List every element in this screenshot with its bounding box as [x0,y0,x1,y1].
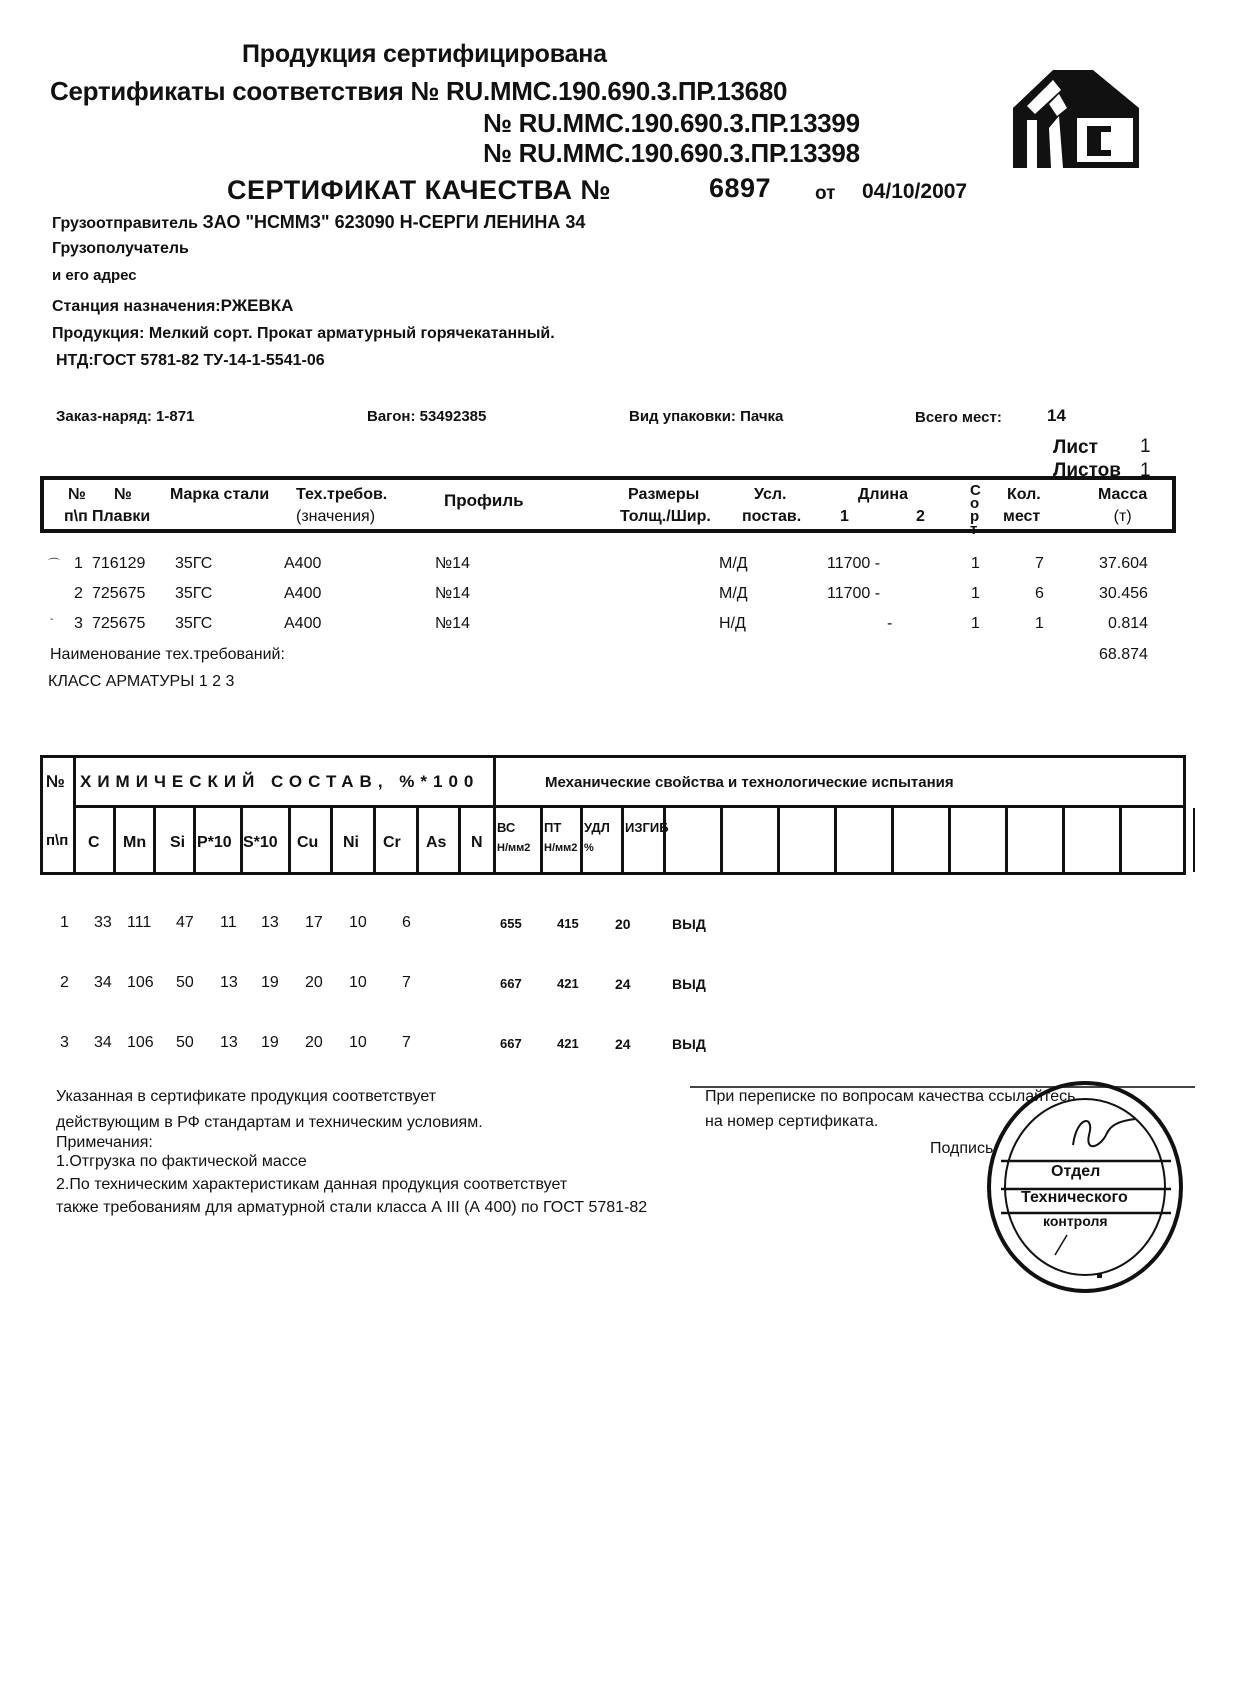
mech-bend: ВЫД [672,976,706,992]
shipper-value: ЗАО "НСММЗ" 623090 Н-СЕРГИ ЛЕНИНА 34 [202,212,586,232]
ntd-label: НТД: [56,352,94,369]
chem-p: 11 [220,914,237,931]
chem-si: 47 [176,914,194,931]
mech-udl: 20 [615,916,631,932]
col-ni: Ni [343,834,359,851]
certificate-date: 04/10/2007 [862,180,968,203]
col-vs-line2: Н/мм2 [497,842,531,854]
col-p: P*10 [197,834,232,851]
th-melt-line1: № [114,486,132,503]
col-divider-outside [1193,808,1195,872]
col-udl-line1: УДЛ [584,820,610,835]
quality-cert-label: СЕРТИФИКАТ КАЧЕСТВА № [227,175,612,205]
th-mass [1098,484,1147,528]
th-tech [296,484,387,528]
th-melt [92,484,150,528]
chem-cu: 20 [305,974,323,991]
th-tech-line2: (значения) [296,508,376,525]
col-si: Si [170,834,186,851]
th-grade-o: о [970,495,980,512]
col-divider [891,805,894,875]
cell-num: 1 [74,555,83,572]
col-cr: Cr [383,834,401,851]
stamp-line2: Технического [1021,1189,1128,1206]
chem-si: 50 [176,974,194,991]
th-melt-line2: Плавки [92,508,151,525]
cell-length: 11700 - [827,555,881,572]
chem-ni: 10 [349,1034,367,1051]
cell-profile: №14 [435,585,470,602]
cell-grade: 1 [971,615,980,632]
mech-udl: 24 [615,976,631,992]
th-cond-line2: постав. [742,508,802,525]
note-1: 1.Отгрузка по фактической массе [56,1153,307,1170]
correspondence-line2: на номер сертификата. [705,1113,879,1130]
cell-length: 11700 - [827,585,881,602]
cell-tech: А400 [284,615,322,632]
package-label: Вид упаковки: [629,408,736,425]
chem-p: 13 [220,974,238,991]
col-vs-line1: ВС [497,820,516,835]
conformity-number-3: № RU.MMC.190.690.3.ПР.13398 [483,138,860,168]
total-places-label: Всего мест: [915,409,1002,426]
col-vs [497,818,530,858]
chem-num: 1 [60,914,69,931]
cell-grade: 1 [971,585,980,602]
conformity-number-2: № RU.MMC.190.690.3.ПР.13399 [483,108,860,138]
col-divider [1005,805,1008,875]
col-divider [113,805,116,875]
th-size-line2: Толщ./Шир. [620,508,711,525]
th-length-1: 1 [840,508,849,525]
col-s: S*10 [243,834,278,851]
compliance-line2: действующим в РФ стандартам и техническим условиям. [56,1114,483,1131]
cell-num: 2 [74,585,83,602]
th-length-2: 2 [916,508,925,525]
col-divider [1062,805,1065,875]
chem-cr: 6 [402,914,411,931]
certified-title: Продукция сертифицирована [242,40,607,68]
sheet-value: 1 [1140,436,1151,457]
chem-cu: 20 [305,1034,323,1051]
col-divider [540,805,543,875]
th-size [620,484,711,528]
total-places-value: 14 [1047,406,1066,425]
chem-num: 2 [60,974,69,991]
stamp-seal-icon [985,1075,1185,1295]
col-c: C [88,834,100,851]
chem-ni: 10 [349,974,367,991]
col-udl-line2: % [584,842,594,854]
chem-cr: 7 [402,1034,411,1051]
th-cond-line1: Усл. [754,486,787,503]
chem-mn: 106 [127,974,154,991]
cell-cond: М/Д [719,555,748,572]
tech-req-label: Наименование тех.требований: [50,646,285,663]
cell-mass: 30.456 [1099,585,1148,602]
col-divider [73,755,76,875]
col-divider [493,755,496,875]
cell-grade: 1 [971,555,980,572]
col-pt-line1: ПТ [544,820,562,835]
col-bend [625,818,669,838]
col-divider [621,805,624,875]
cell-places: 1 [1035,615,1044,632]
th-size-line1: Размеры [628,486,700,503]
col-udl [584,818,610,858]
conformity-label-text: Сертификаты соответствия [50,76,404,106]
sheet-label: Лист [1053,437,1098,458]
th-profile: Профиль [444,491,524,510]
cell-profile: №14 [435,555,470,572]
col-pt [544,818,577,858]
conformity-label [50,76,787,107]
order-value: 1-871 [156,408,195,425]
stamp-line1: Отдел [1051,1163,1101,1180]
date-prefix: от [815,183,836,204]
col-divider [193,805,196,875]
cell-num: 3 [74,615,83,632]
cell-length: - [887,615,893,632]
mech-title: Механические свойства и технологические испытания [545,774,954,791]
chem-mn: 111 [127,914,152,931]
col-divider [330,805,333,875]
mech-bend: ВЫД [672,916,706,932]
col-divider [458,805,461,875]
col-divider [373,805,376,875]
col-bend-line1: ИЗГИБ [625,820,669,835]
cell-cond: М/Д [719,585,748,602]
th-grade-r: р [970,508,980,525]
station-label: Станция назначения: [52,298,221,315]
order-row [56,408,194,425]
th-tech-line1: Тех.требов. [296,486,388,503]
chem-num-label-bottom: п\п [46,832,69,849]
col-divider [153,805,156,875]
chem-cu: 17 [305,914,323,931]
conformity-number-1: № RU.MMC.190.690.3.ПР.13680 [410,76,788,106]
note-2-line1: 2.По техническим характеристикам данная продукция соответствует [56,1176,568,1193]
mech-vs: 667 [500,976,522,991]
chem-p: 13 [220,1034,238,1051]
chem-mn: 106 [127,1034,154,1051]
notes-label: Примечания: [56,1134,153,1151]
signature-label: Подпись: [930,1140,998,1157]
package-row [629,408,783,425]
cell-steel: 35ГС [175,615,213,632]
product-value: Мелкий сорт. Прокат арматурный горячекатанный. [148,325,555,342]
tech-req-value: КЛАСС АРМАТУРЫ 1 2 3 [48,673,235,690]
col-divider [948,805,951,875]
cell-mass: 0.814 [1108,615,1149,632]
col-divider [777,805,780,875]
consignee-label: Грузополучатель [52,240,189,257]
sheets-value: 1 [1140,460,1151,481]
th-mass-line1: Масса [1098,486,1148,503]
col-pt-line2: Н/мм2 [544,842,578,854]
cell-melt: 725675 [92,615,146,632]
chem-s: 19 [261,974,279,991]
th-steel: Марка стали [170,486,270,503]
col-as: As [426,834,447,851]
col-mn: Mn [123,834,147,851]
th-length: Длина [858,486,908,503]
th-num [64,484,88,528]
mech-pt: 421 [557,976,579,991]
correspondence-line1: При переписке по вопросам качества ссылайтесь [705,1088,1076,1105]
col-divider [416,805,419,875]
quality-control-stamp [985,1075,1185,1295]
compliance-line1: Указанная в сертификате продукция соответствует [56,1088,437,1105]
th-cond [742,484,801,528]
col-divider [663,805,666,875]
wagon-label: Вагон: [367,408,416,425]
chem-ni: 10 [349,914,367,931]
mech-udl: 24 [615,1036,631,1052]
cell-places: 7 [1035,555,1044,572]
note-2-line2: также требованиям для арматурной стали класса А III (А 400) по ГОСТ 5781-82 [56,1199,648,1216]
mech-pt: 415 [557,916,579,931]
shipper-label: Грузоотправитель [52,215,198,232]
th-grade-c: С [970,482,981,499]
stamp-line3: контроля [1043,1213,1108,1229]
product-label: Продукция: [52,325,145,342]
cell-tech: А400 [284,585,322,602]
sheets-label: Листов [1053,460,1121,481]
th-num-line1: № [68,486,86,503]
th-mass-line2: (т) [1113,508,1132,525]
chem-c: 34 [94,1034,112,1051]
chem-bottom-line [40,872,1186,875]
col-divider [580,805,583,875]
total-mass: 68.874 [1099,646,1148,663]
quality-cert-number: 6897 [709,173,772,203]
ntd-value: ГОСТ 5781-82 ТУ-14-1-5541-06 [93,352,325,369]
chem-num-label-top: № [46,772,65,791]
cell-melt: 725675 [92,585,146,602]
chem-num: 3 [60,1034,69,1051]
cell-places: 6 [1035,585,1044,602]
cell-steel: 35ГС [175,585,213,602]
chem-s: 19 [261,1034,279,1051]
th-grade-t: т [970,521,978,538]
cell-mass: 37.604 [1099,555,1148,572]
scan-mark: ⌒ [48,557,61,571]
chem-s: 13 [261,914,279,931]
th-places [1003,484,1041,528]
th-grade [970,484,981,536]
th-places-line1: Кол. [1007,486,1041,503]
th-num-line2: п\п [64,508,88,525]
order-label: Заказ-наряд: [56,408,152,425]
chem-cr: 7 [402,974,411,991]
cell-tech: А400 [284,555,322,572]
mech-bend: ВЫД [672,1036,706,1052]
wagon-value: 53492385 [419,408,487,425]
scan-mark: - [50,614,54,625]
mc-house-logo-icon [1013,68,1139,168]
chem-title: ХИМИЧЕСКИЙ СОСТАВ, %*100 [80,772,480,791]
mech-pt: 421 [557,1036,579,1051]
mech-vs: 655 [500,916,522,931]
chem-c: 34 [94,974,112,991]
package-value: Пачка [740,408,784,425]
cell-steel: 35ГС [175,555,213,572]
col-divider [834,805,837,875]
col-divider [720,805,723,875]
wagon-row [367,408,486,425]
mech-vs: 667 [500,1036,522,1051]
col-cu: Cu [297,834,319,851]
chem-si: 50 [176,1034,194,1051]
col-divider [1119,805,1122,875]
cell-profile: №14 [435,615,470,632]
shipper-row [52,212,585,233]
cell-melt: 716129 [92,555,146,572]
col-n: N [471,834,483,851]
consignee-address-label: и его адрес [52,267,137,284]
chem-c: 33 [94,914,112,931]
product-row [52,325,555,343]
ntd-row [56,352,325,370]
station-value: РЖЕВКА [220,296,294,315]
cell-cond: Н/Д [719,615,746,632]
th-places-line2: мест [1003,508,1041,525]
col-divider [288,805,291,875]
station-row [52,296,293,316]
